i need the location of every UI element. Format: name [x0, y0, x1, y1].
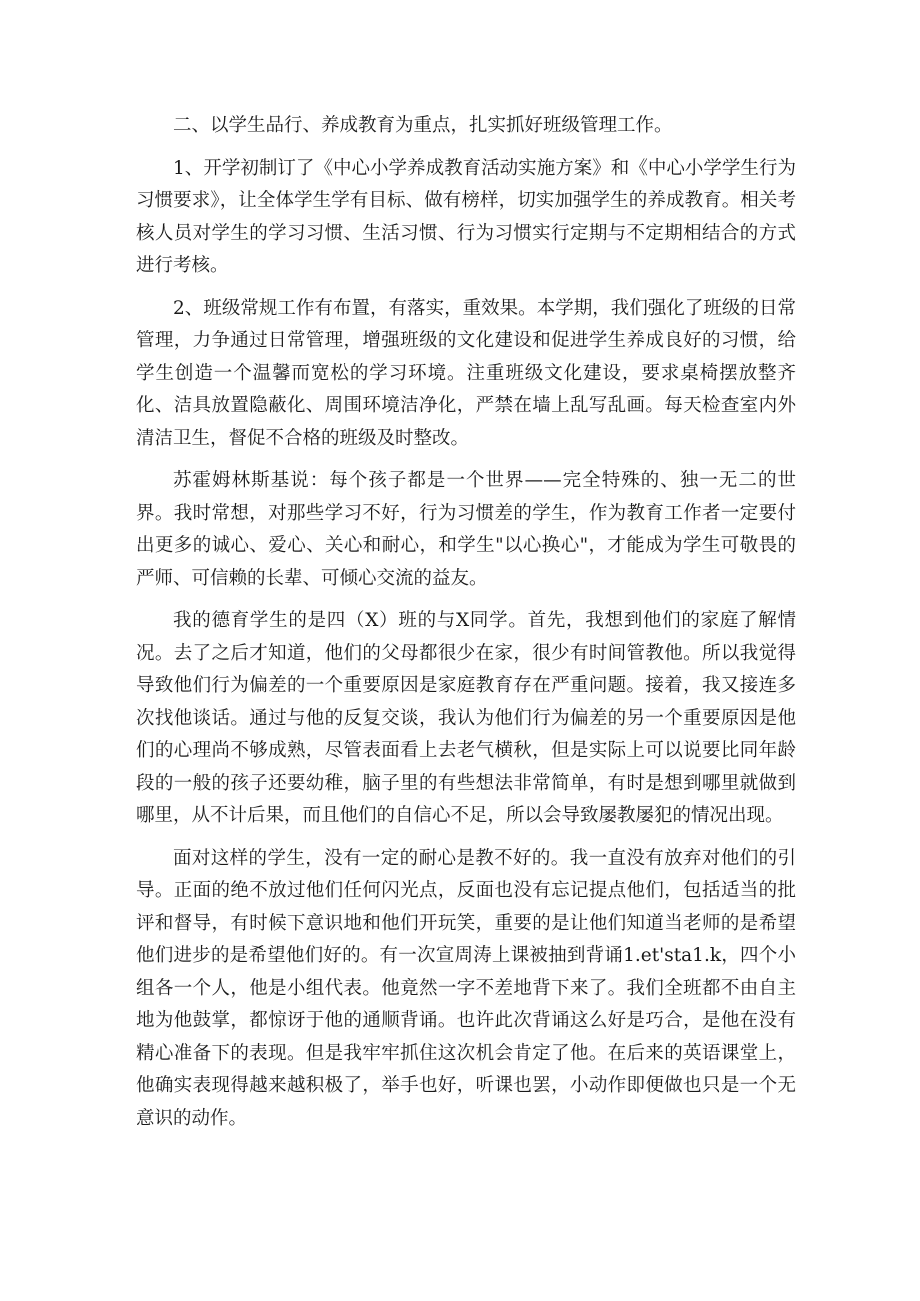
document-body — [136, 110, 796, 1145]
paragraph: 苏霍姆林斯基说：每个孩子都是一个世界——完全特殊的、独一无二的世界。我时常想，对那些学习不好，行为习惯差的学生，作为教育工作者一定要付出更多的诚心、爱心、关心和耐心，和学生"以心换心"，才能成为学生可敬畏的严师、可信赖的长辈、可倾心交流的益友。 — [136, 470, 796, 589]
paragraph: 面对这样的学生，没有一定的耐心是教不好的。我一直没有放弃对他们的引导。正面的绝不放过他们任何闪光点，反面也没有忘记提点他们，包括适当的批评和督导，有时候下意识地和他们开玩笑，重要的是让他们知道当老师的是希望他们进步的是希望他们好的。有一次宣周涛上课被抽到背诵1.et'sta1.k，四个小组各一个人，他是小组代表。他竟然一字不差地背下来了。我们全班都不由自主地为他鼓掌，都惊讶于他的通顺背诵。也许此次背诵这么好是巧合，是他在没有精心准备下的表现。但是我牢牢抓住这次机会肯定了他。在后来的英语课堂上，他确实表现得越来越积极了，举手也好，听课也罢，小动作即便做也只是一个无意识的动作。 — [136, 847, 796, 1129]
paragraph: 2、班级常规工作有布置，有落实，重效果。本学期，我们强化了班级的日常管理，力争通过日常管理，增强班级的文化建设和促进学生养成良好的习惯，给学生创造一个温馨而宽松的学习环境。注重班级文化建设，要求桌椅摆放整齐化、洁具放置隐蔽化、周围环境洁净化，严禁在墙上乱写乱画。每天检查室内外清洁卫生，督促不合格的班级及时整改。 — [136, 297, 796, 449]
paragraph: 我的德育学生的是四（X）班的与X同学。首先，我想到他们的家庭了解情况。去了之后才知道，他们的父母都很少在家，很少有时间管教他。所以我觉得导致他们行为偏差的一个重要原因是家庭教育存在严重问题。接着，我又接连多次找他谈话。通过与他的反复交谈，我认为他们行为偏差的另一个重要原因是他们的心理尚不够成熟，尽管表面看上去老气横秋，但是实际上可以说要比同年龄段的一般的孩子还要幼稚，脑子里的有些想法非常简单，有时是想到哪里就做到哪里，从不计后果，而且他们的自信心不足，所以会导致屡教屡犯的情况出现。 — [136, 610, 796, 826]
section-heading: 二、以学生品行、养成教育为重点，扎实抓好班级管理工作。 — [173, 115, 673, 136]
paragraph: 1、开学初制订了《中心小学养成教育活动实施方案》和《中心小学学生行为习惯要求》，让全体学生学有目标、做有榜样，切实加强学生的养成教育。相关考核人员对学生的学习习惯、生活习惯、行为习惯实行定期与不定期相结合的方式进行考核。 — [136, 157, 796, 276]
